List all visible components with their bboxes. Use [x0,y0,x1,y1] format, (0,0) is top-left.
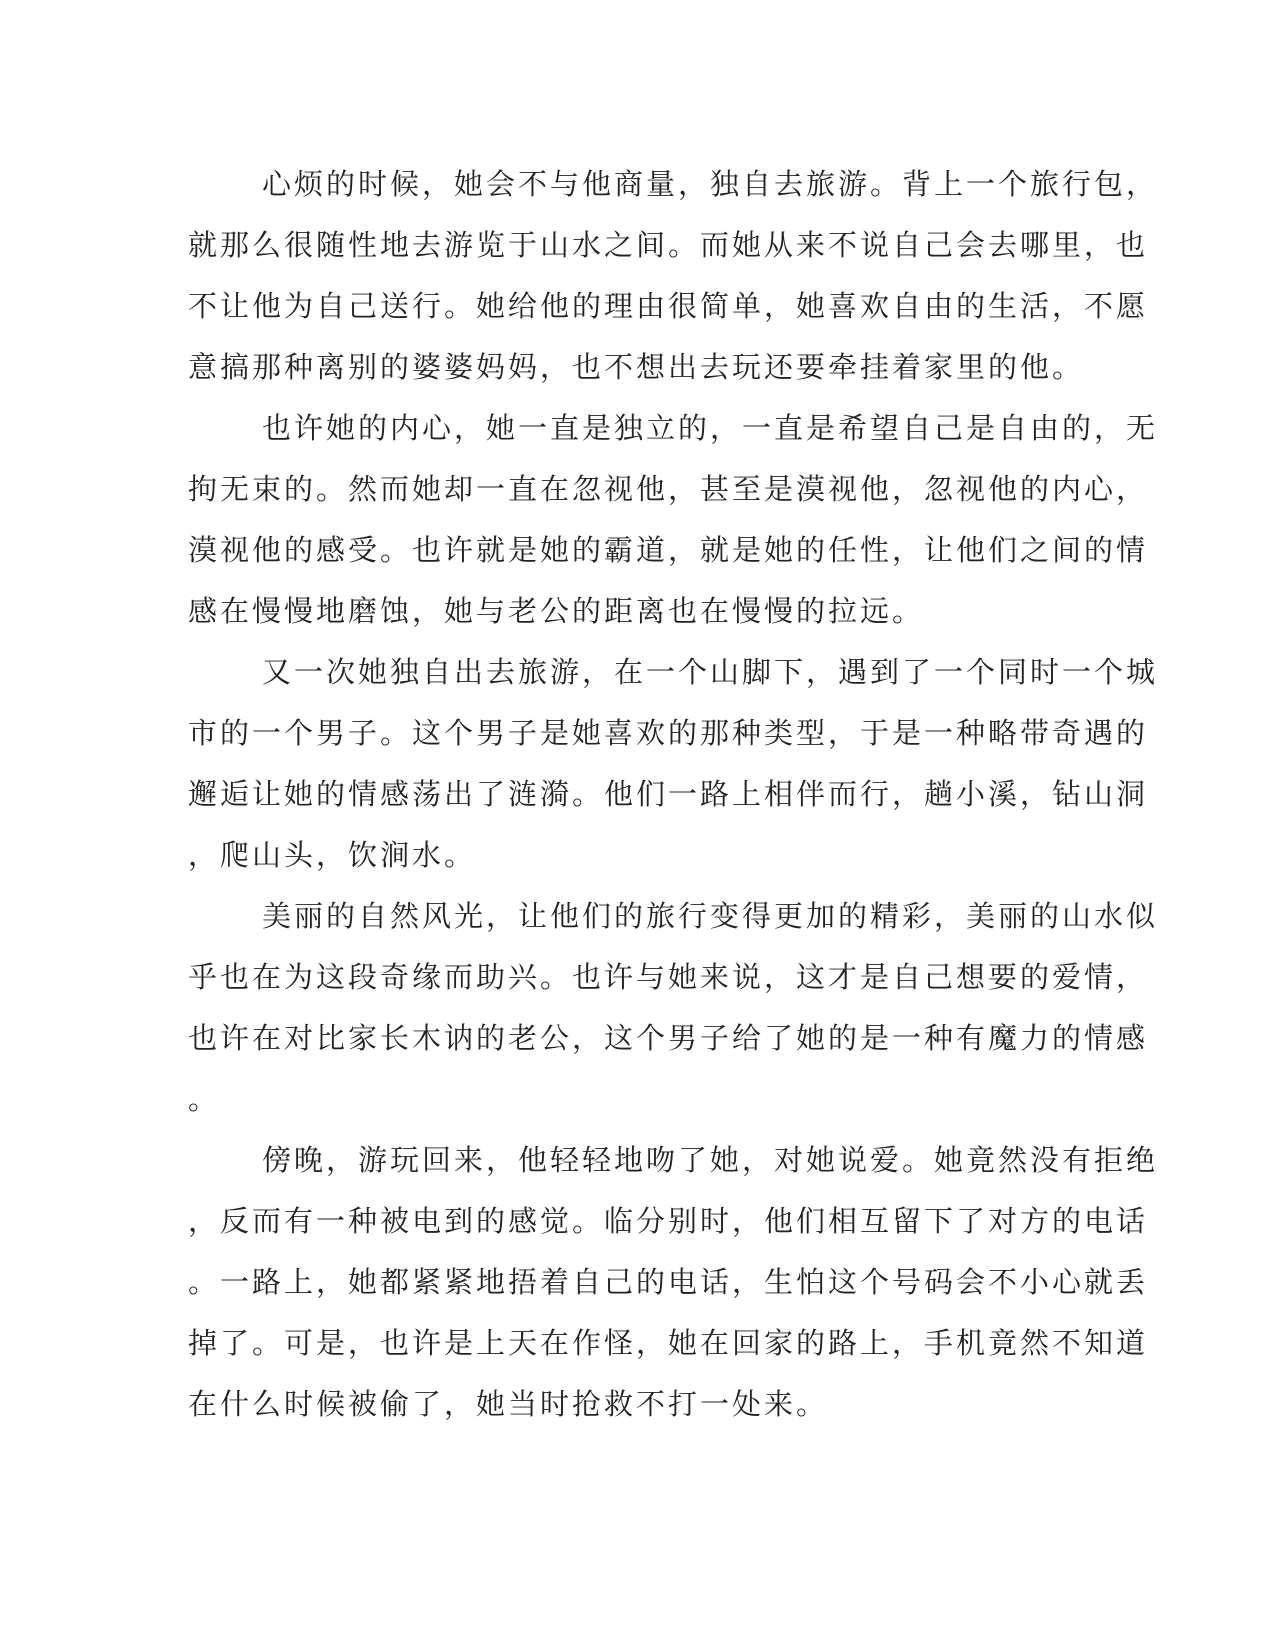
paragraph-2 [188,398,1159,642]
text-line: 也许在对比家长木讷的老公，这个男子给了她的是一种有魔力的情感 [188,1021,1149,1055]
text-line: 。一路上，她都紧紧地捂着自己的电话，生怕这个号码会不小心就丢 [188,1265,1149,1299]
text-line: 也许她的内心，她一直是独立的，一直是希望自己是自由的，无 [262,411,1159,445]
text-line: 感在慢慢地磨蚀，她与老公的距离也在慢慢的拉远。 [188,594,925,628]
text-line: 美丽的自然风光，让他们的旅行变得更加的精彩，美丽的山水似 [262,899,1159,933]
text-line: 就那么很随性地去游览于山水之间。而她从来不说自己会去哪里，也 [188,228,1149,262]
text-line: 邂逅让她的情感荡出了涟漪。他们一路上相伴而行，趟小溪，钻山洞 [188,777,1149,811]
paragraph-3 [188,642,1159,886]
text-line: 在什么时候被偷了，她当时抢救不打一处来。 [188,1387,829,1421]
text-line: 又一次她独自出去旅游，在一个山脚下，遇到了一个同时一个城 [262,655,1159,689]
text-line: ，爬山头，饮涧水。 [188,838,477,872]
text-line: 心烦的时候，她会不与他商量，独自去旅游。背上一个旅行包， [262,167,1159,201]
paragraph-1 [188,154,1159,398]
paragraph-5 [188,1130,1159,1435]
text-line: 不让他为自己送行。她给他的理由很简单，她喜欢自由的生活，不愿 [188,289,1149,323]
text-line: 拘无束的。然而她却一直在忽视他，甚至是漠视他，忽视他的内心， [188,472,1149,506]
text-line: ，反而有一种被电到的感觉。临分别时，他们相互留下了对方的电话 [188,1204,1149,1238]
text-line: 市的一个男子。这个男子是她喜欢的那种类型，于是一种略带奇遇的 [188,716,1149,750]
text-line: 乎也在为这段奇缘而助兴。也许与她来说，这才是自己想要的爱情， [188,960,1149,994]
paragraph-4 [188,886,1159,1130]
text-line: 漠视他的感受。也许就是她的霸道，就是她的任性，让他们之间的情 [188,533,1149,567]
text-line: 。 [188,1082,221,1116]
text-line: 傍晚，游玩回来，他轻轻地吻了她，对她说爱。她竟然没有拒绝 [262,1143,1159,1177]
text-line: 掉了。可是，也许是上天在作怪，她在回家的路上，手机竟然不知道 [188,1326,1149,1360]
text-line: 意搞那种离别的婆婆妈妈，也不想出去玩还要牵挂着家里的他。 [188,350,1085,384]
